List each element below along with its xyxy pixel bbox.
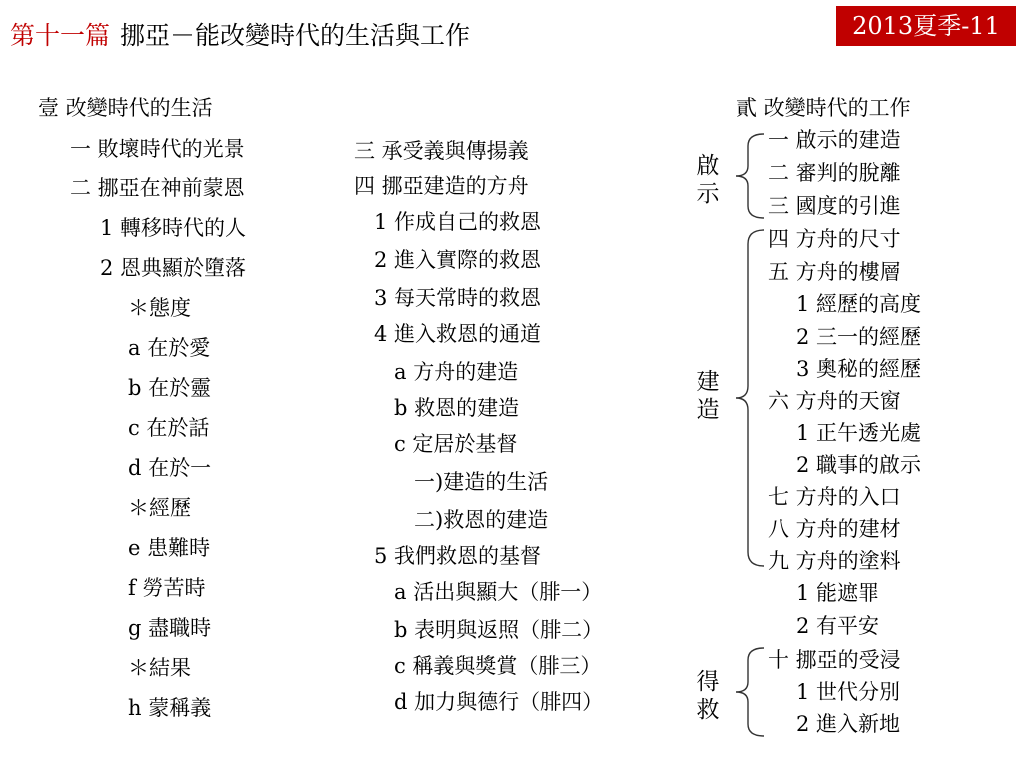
outline-right-line: 十 挪亞的受浸 bbox=[768, 648, 901, 672]
bracket-label-building: 建 造 bbox=[696, 369, 720, 423]
outline-middle-line: c 稱義與獎賞（腓三） bbox=[394, 654, 602, 678]
outline-left-line: e 患難時 bbox=[128, 536, 211, 560]
slide-title bbox=[10, 16, 470, 52]
outline-right-line: 1 正午透光處 bbox=[796, 421, 922, 445]
outline-right-line: 1 經歷的高度 bbox=[796, 292, 922, 316]
outline-right-line: 三 國度的引進 bbox=[768, 194, 901, 218]
outline-right-line: 2 職事的啟示 bbox=[796, 453, 922, 477]
outline-left-line: ＊態度 bbox=[128, 296, 191, 320]
lesson-number: 第十一篇 bbox=[10, 21, 111, 50]
outline-right-line: 六 方舟的天窗 bbox=[768, 389, 901, 413]
outline-middle-line: 2 進入實際的救恩 bbox=[374, 248, 542, 272]
outline-left-line: 壹 改變時代的生活 bbox=[38, 96, 213, 120]
outline-right-line: 四 方舟的尺寸 bbox=[768, 227, 901, 251]
outline-left-line: g 盡職時 bbox=[128, 616, 212, 640]
outline-right-line: 2 三一的經歷 bbox=[796, 325, 922, 349]
outline-right-line: 2 進入新地 bbox=[796, 712, 901, 736]
series-badge: 2013夏季-11 bbox=[836, 6, 1016, 46]
outline-middle-line: 四 挪亞建造的方舟 bbox=[354, 174, 529, 198]
outline-middle-line: a 活出與顯大（腓一） bbox=[394, 580, 603, 604]
outline-middle-line: 一)建造的生活 bbox=[414, 470, 549, 494]
outline-middle-line: c 定居於基督 bbox=[394, 432, 518, 456]
outline-left-line: c 在於話 bbox=[128, 416, 210, 440]
brace-building bbox=[730, 228, 766, 568]
outline-right-line: 貳 改變時代的工作 bbox=[736, 96, 911, 120]
outline-right-line: 七 方舟的入口 bbox=[768, 485, 901, 509]
outline-middle-line: 1 作成自己的救恩 bbox=[374, 210, 542, 234]
outline-right-line: 1 世代分別 bbox=[796, 680, 901, 704]
outline-right-line: 五 方舟的樓層 bbox=[768, 260, 901, 284]
outline-left-line: b 在於靈 bbox=[128, 376, 212, 400]
outline-left-line: h 蒙稱義 bbox=[128, 696, 212, 720]
outline-middle-line: 3 每天常時的救恩 bbox=[374, 286, 542, 310]
outline-left-line: d 在於一 bbox=[128, 456, 212, 480]
bracket-label-salvation: 得 救 bbox=[696, 669, 720, 723]
bracket-label-revelation: 啟 示 bbox=[696, 153, 720, 207]
outline-middle-line: 三 承受義與傳揚義 bbox=[354, 139, 529, 163]
outline-left-line: ＊經歷 bbox=[128, 496, 191, 520]
outline-right-line: 九 方舟的塗料 bbox=[768, 549, 901, 573]
outline-right-line: 一 啟示的建造 bbox=[768, 128, 901, 152]
outline-right-line: 八 方舟的建材 bbox=[768, 517, 901, 541]
brace-salvation bbox=[730, 646, 766, 738]
outline-left-line: 2 恩典顯於墮落 bbox=[100, 256, 247, 280]
outline-left-line: a 在於愛 bbox=[128, 336, 211, 360]
outline-middle-line: b 表明與返照（腓二） bbox=[394, 618, 604, 642]
outline-left-line: f 勞苦時 bbox=[128, 576, 206, 600]
outline-middle-line: a 方舟的建造 bbox=[394, 360, 519, 384]
outline-right-line: 二 審判的脫離 bbox=[768, 161, 901, 185]
outline-left-line: ＊結果 bbox=[128, 656, 191, 680]
outline-middle-line: 4 進入救恩的通道 bbox=[374, 322, 542, 346]
brace-revelation bbox=[730, 132, 766, 220]
outline-left-line: 一 敗壞時代的光景 bbox=[70, 137, 245, 161]
outline-right-line: 2 有平安 bbox=[796, 614, 880, 638]
outline-left-line: 1 轉移時代的人 bbox=[100, 216, 247, 240]
outline-middle-line: 二)救恩的建造 bbox=[414, 508, 549, 532]
outline-right-line: 3 奧秘的經歷 bbox=[796, 357, 922, 381]
outline-middle-line: d 加力與德行（腓四） bbox=[394, 690, 604, 714]
outline-middle-line: 5 我們救恩的基督 bbox=[374, 544, 542, 568]
outline-right-line: 1 能遮罪 bbox=[796, 581, 880, 605]
outline-middle-line: b 救恩的建造 bbox=[394, 396, 520, 420]
lesson-title: 挪亞－能改變時代的生活與工作 bbox=[120, 21, 471, 50]
outline-left-line: 二 挪亞在神前蒙恩 bbox=[70, 176, 245, 200]
